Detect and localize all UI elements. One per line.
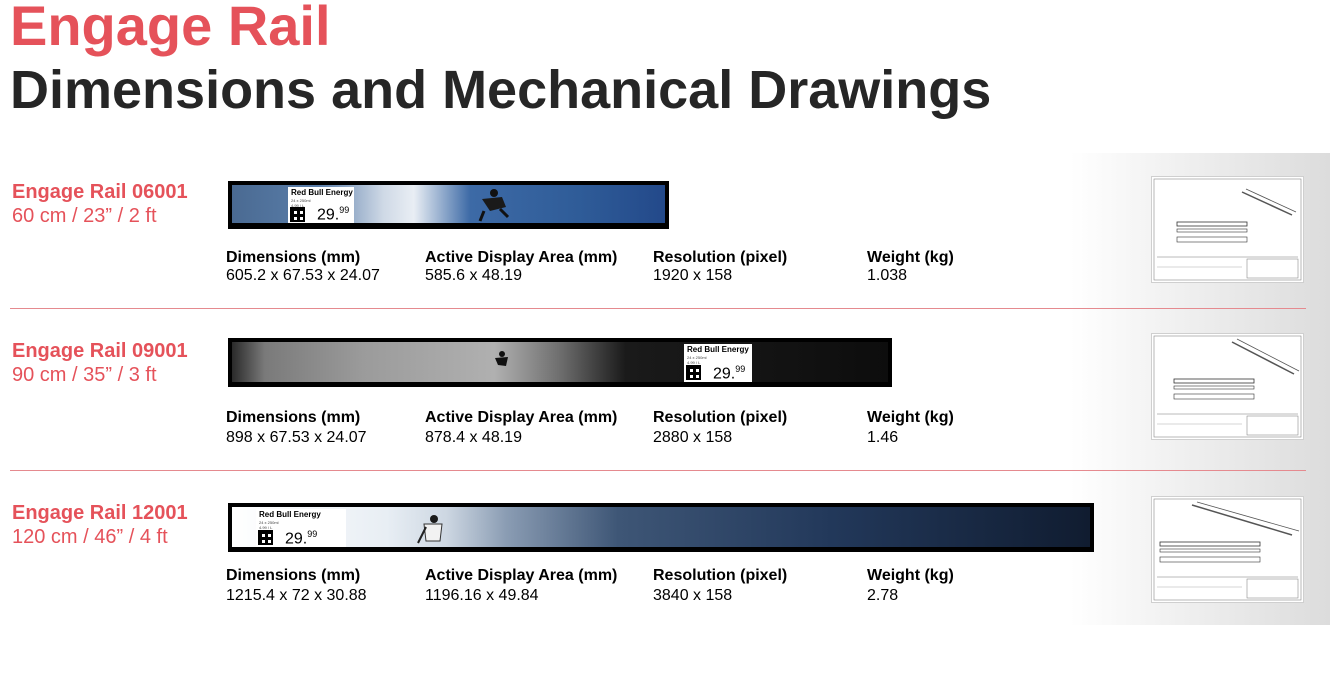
spec-value-dimensions: 605.2 x 67.53 x 24.07 — [226, 267, 380, 284]
rail-screen — [232, 507, 1090, 547]
tag-price-main: 29. — [713, 365, 736, 382]
rail-display-image — [228, 338, 892, 387]
spec-value-active-area: 1196.16 x 49.84 — [425, 587, 539, 604]
tag-size-line: 24 x 250ml — [259, 520, 279, 525]
spec-label-dimensions: Dimensions (mm) — [226, 249, 361, 266]
tag-size-line: 24 x 250ml — [687, 355, 707, 360]
spec-label-active-area: Active Display Area (mm) — [425, 409, 618, 426]
spec-label-weight: Weight (kg) — [867, 249, 954, 266]
model-size: 90 cm / 35” / 3 ft — [12, 364, 157, 386]
tag-price-cents: 99 — [307, 529, 318, 539]
spec-value-weight: 1.46 — [867, 429, 899, 446]
spec-value-dimensions: 1215.4 x 72 x 30.88 — [226, 587, 367, 604]
spec-value-weight: 2.78 — [867, 587, 899, 604]
spec-value-weight: 1.038 — [867, 267, 908, 284]
model-size: 120 cm / 46” / 4 ft — [12, 526, 168, 548]
mechanical-drawing-image — [1151, 333, 1304, 440]
tag-price-main: 29. — [285, 530, 308, 547]
spec-label-dimensions: Dimensions (mm) — [226, 567, 361, 584]
qr-code-icon — [687, 366, 700, 379]
tag-price — [713, 364, 745, 382]
model-name: Engage Rail 12001 — [12, 502, 188, 524]
page-subtitle: Dimensions and Mechanical Drawings — [10, 60, 992, 120]
model-size: 60 cm / 23” / 2 ft — [12, 205, 157, 227]
tag-product: Red Bull Energy — [259, 510, 321, 519]
spec-label-weight: Weight (kg) — [867, 409, 954, 426]
tag-unit-line: 4.99 / L — [687, 360, 701, 365]
spec-label-resolution: Resolution (pixel) — [653, 249, 788, 266]
spec-label-resolution: Resolution (pixel) — [653, 409, 788, 426]
rail-screen — [232, 185, 665, 223]
tag-unit-line: 4.99 / L — [259, 525, 273, 530]
tag-price-main: 29. — [317, 206, 340, 223]
tag-price-cents: 99 — [735, 364, 746, 374]
price-tag — [288, 187, 354, 223]
tag-product: Red Bull Energy — [687, 345, 749, 354]
tag-product: Red Bull Energy — [291, 188, 353, 197]
spec-value-dimensions: 898 x 67.53 x 24.07 — [226, 429, 367, 446]
tag-price-cents: 99 — [339, 205, 350, 215]
rail-display-image — [228, 181, 669, 229]
spec-label-active-area: Active Display Area (mm) — [425, 567, 618, 584]
spec-label-dimensions: Dimensions (mm) — [226, 409, 361, 426]
tag-price — [285, 529, 317, 547]
tag-unit-line: 4.99 / L — [291, 203, 305, 208]
model-name: Engage Rail 06001 — [12, 181, 188, 203]
tag-size-line: 24 x 250ml — [291, 198, 311, 203]
technical-drawing-icon — [1152, 177, 1303, 282]
spec-label-resolution: Resolution (pixel) — [653, 567, 788, 584]
athlete-icon — [472, 185, 512, 223]
price-tag — [256, 509, 346, 547]
qr-code-icon — [259, 531, 272, 544]
row-divider — [10, 308, 1306, 309]
mechanical-drawing-image — [1151, 176, 1304, 283]
spec-label-active-area: Active Display Area (mm) — [425, 249, 618, 266]
technical-drawing-icon — [1152, 497, 1303, 602]
tag-price — [317, 205, 349, 223]
spec-value-resolution: 1920 x 158 — [653, 267, 733, 284]
technical-drawing-icon — [1152, 334, 1303, 439]
spec-value-active-area: 585.6 x 48.19 — [425, 267, 522, 284]
spec-value-resolution: 2880 x 158 — [653, 429, 733, 446]
spec-value-resolution: 3840 x 158 — [653, 587, 733, 604]
athlete-icon — [490, 348, 514, 372]
spec-value-active-area: 878.4 x 48.19 — [425, 429, 522, 446]
rail-display-image — [228, 503, 1094, 552]
rail-screen — [232, 342, 888, 382]
qr-code-icon — [291, 208, 304, 221]
page-title: Engage Rail — [10, 0, 331, 57]
athlete-icon — [412, 513, 452, 547]
row-divider — [10, 470, 1306, 471]
mechanical-drawing-image — [1151, 496, 1304, 603]
spec-label-weight: Weight (kg) — [867, 567, 954, 584]
price-tag — [684, 344, 752, 382]
model-name: Engage Rail 09001 — [12, 340, 188, 362]
